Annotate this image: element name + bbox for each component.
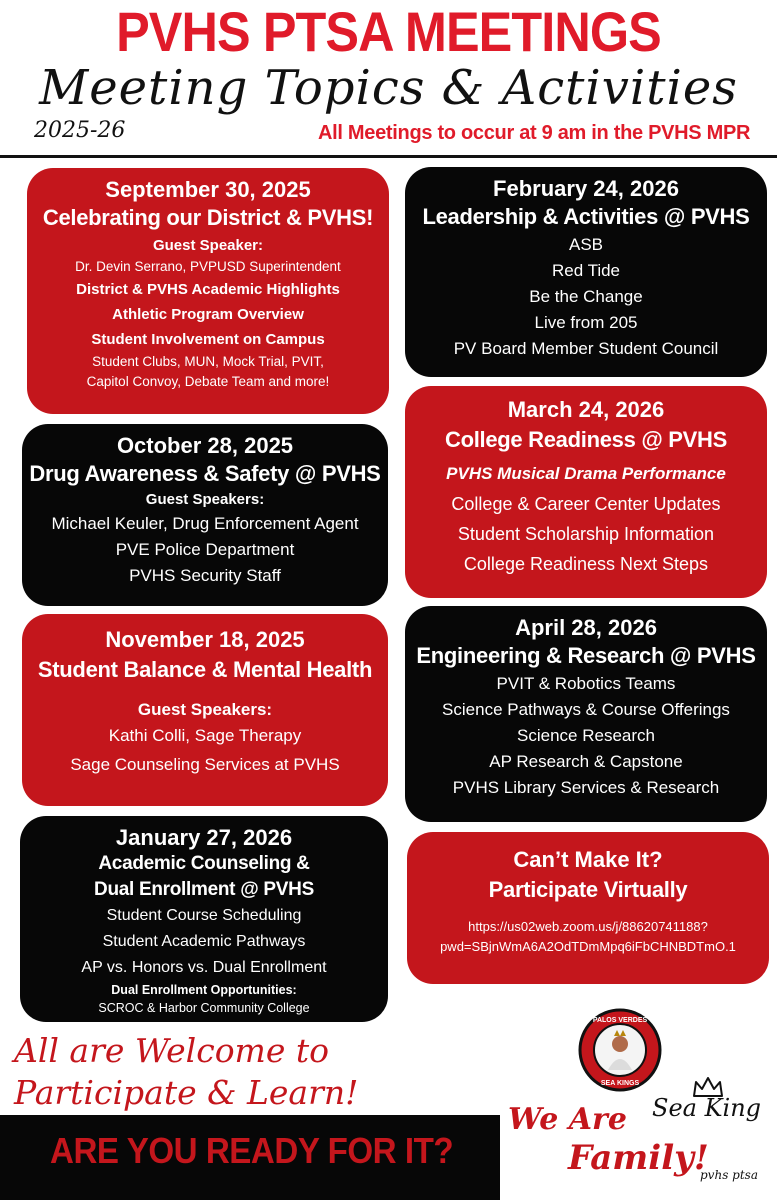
meeting-topic: College Readiness @ PVHS [444, 427, 727, 452]
meeting-date: September 30, 2025 [105, 177, 311, 202]
meeting-card-november [22, 614, 388, 806]
agenda-item: PVHS Library Services & Research [452, 778, 720, 797]
meeting-card-october [22, 424, 388, 606]
zoom-link-line: pwd=SBjnWmA6A2OdTDmMpq6iFbCHNBDTmO.1 [440, 939, 736, 954]
meeting-card-april [405, 606, 767, 822]
guest-speakers-label: Guest Speakers: [145, 491, 265, 508]
page-title: PVHS PTSA MEETINGS [116, 0, 661, 63]
pvhs-ptsa-signature: pvhs ptsa [700, 1168, 758, 1182]
meeting-card-january [20, 816, 388, 1022]
featured-performance: PVHS Musical Drama Performance [446, 464, 726, 483]
page-subtitle: Meeting Topics & Activities [39, 60, 738, 116]
header-divider [0, 155, 777, 158]
meeting-topic: Dual Enrollment @ PVHS [94, 879, 314, 900]
agenda-item: PV Board Member Student Council [453, 339, 719, 358]
meeting-topic: Student Balance & Mental Health [37, 657, 373, 682]
svg-text:PALOS VERDES: PALOS VERDES [592, 1017, 648, 1024]
guest-speaker: PVE Police Department [115, 540, 295, 559]
meeting-date: March 24, 2026 [507, 397, 665, 422]
agenda-item: Be the Change [529, 287, 643, 306]
meeting-topic: Drug Awareness & Safety @ PVHS [29, 461, 381, 486]
sea-king-emblem-icon [578, 1008, 662, 1092]
guest-speakers-label: Guest Speakers: [137, 700, 273, 719]
meeting-time-notice: All Meetings to occur at 9 am in the PVHS MPR [318, 122, 751, 144]
meeting-topic: Academic Counseling & [98, 853, 310, 874]
agenda-detail: Student Clubs, MUN, Mock Trial, PVIT, [92, 354, 324, 369]
meeting-date: February 24, 2026 [493, 176, 679, 201]
ready-slogan: ARE YOU READY FOR IT? [50, 1130, 454, 1171]
agenda-item: AP vs. Honors vs. Dual Enrollment [81, 959, 327, 976]
meeting-topic: Leadership & Activities @ PVHS [422, 204, 750, 229]
dual-enrollment-label: Dual Enrollment Opportunities: [111, 983, 297, 997]
meeting-card-march [405, 386, 767, 598]
meeting-date: January 27, 2026 [115, 825, 293, 850]
agenda-item: Student Course Scheduling [106, 907, 302, 924]
agenda-highlight: District & PVHS Academic Highlights [76, 281, 340, 298]
agenda-item: AP Research & Capstone [489, 752, 683, 771]
agenda-item: Science Pathways & Course Offerings [442, 700, 730, 719]
guest-speakers-label: Guest Speaker: [152, 237, 264, 254]
dual-enrollment-opportunity: SCROC & Harbor Community College [98, 1001, 310, 1015]
guest-speaker: Michael Keuler, Drug Enforcement Agent [51, 514, 359, 533]
agenda-item: Student Scholarship Information [457, 524, 715, 544]
agenda-item: Science Research [517, 726, 655, 745]
sea-king-text: Sea King [652, 1094, 762, 1122]
guest-speaker: Sage Counseling Services at PVHS [70, 755, 340, 774]
meeting-date: April 28, 2026 [515, 615, 657, 640]
family-text: Family! [568, 1138, 709, 1178]
school-year: 2025-26 [34, 118, 126, 143]
svg-text:SEA KINGS: SEA KINGS [600, 1080, 640, 1087]
guest-speaker: Dr. Devin Serrano, PVPUSD Superintendent [75, 259, 341, 274]
welcome-message [14, 1030, 394, 1114]
agenda-detail: Capitol Convoy, Debate Team and more! [86, 374, 330, 389]
meeting-date: October 28, 2025 [116, 433, 294, 458]
welcome-line: Participate & Learn! [14, 1073, 359, 1112]
agenda-item: College & Career Center Updates [451, 494, 721, 514]
agenda-item: PVIT & Robotics Teams [496, 674, 676, 693]
agenda-item: Live from 205 [534, 313, 638, 332]
we-are-text: We Are [508, 1102, 627, 1137]
welcome-line: All are Welcome to [14, 1031, 329, 1070]
meeting-card-september [27, 168, 389, 414]
zoom-link-line: https://us02web.zoom.us/j/88620741188? [468, 919, 708, 934]
agenda-highlight: Athletic Program Overview [112, 306, 304, 323]
agenda-item: Student Academic Pathways [102, 933, 306, 950]
meeting-topic: Engineering & Research @ PVHS [416, 643, 756, 668]
guest-speaker: PVHS Security Staff [129, 566, 281, 585]
meeting-topic: Celebrating our District & PVHS! [42, 205, 374, 230]
virtual-participation-card [407, 832, 769, 984]
agenda-item: ASB [568, 235, 604, 254]
virtual-title: Can’t Make It? [513, 847, 663, 872]
meeting-card-february [405, 167, 767, 377]
agenda-item: College Readiness Next Steps [463, 554, 709, 574]
agenda-item: Red Tide [551, 261, 621, 280]
meeting-date: November 18, 2025 [105, 627, 305, 652]
virtual-subtitle: Participate Virtually [488, 877, 688, 902]
guest-speaker: Kathi Colli, Sage Therapy [108, 726, 302, 745]
zoom-link[interactable] [407, 917, 769, 957]
agenda-highlight: Student Involvement on Campus [91, 331, 325, 348]
